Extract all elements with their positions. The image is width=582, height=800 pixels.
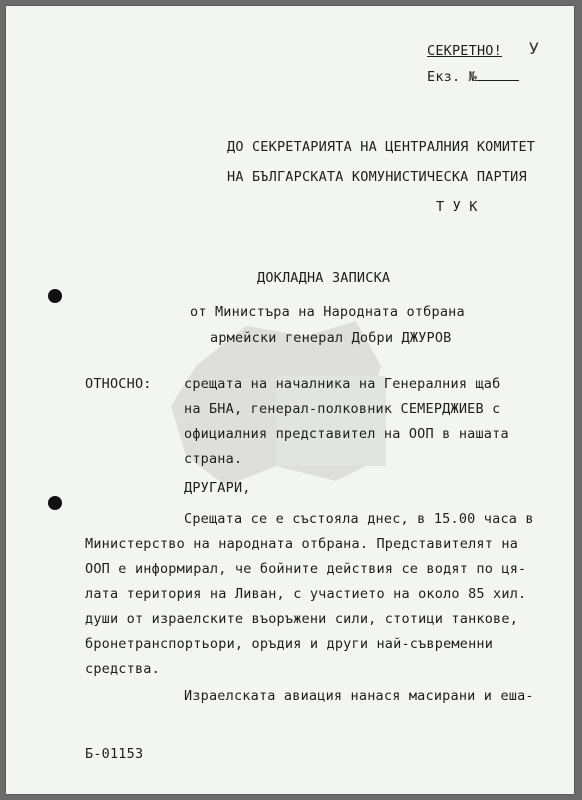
subject-line: срещата на началника на Генералния щаб <box>184 376 501 392</box>
addressee-line-1: ДО СЕКРЕТАРИЯТА НА ЦЕНТРАЛНИЯ КОМИТЕТ <box>227 139 536 155</box>
copy-number-label: Екз. № <box>427 69 519 85</box>
subject-line: страна. <box>184 451 243 467</box>
handwritten-mark: У <box>529 39 539 58</box>
body-line: бронетранспортьори, оръдия и други най-съвременни <box>85 636 494 652</box>
author-line-1: от Министъра на Народната отбрана <box>190 304 465 320</box>
secret-stamp: СЕКРЕТНО! <box>427 43 502 59</box>
body-line: ООП е информирал, че бойните действия се водят по ця- <box>85 561 527 577</box>
body-line: лата територия на Ливан, с участието на около 85 хил. <box>85 586 527 602</box>
body-line: Министерство на народната отбрана. Представителят на <box>85 536 519 552</box>
document-page <box>6 6 574 794</box>
archive-number: Б-01153 <box>85 746 144 762</box>
body-line: души от израелските въоръжени сили, стотици танкове, <box>85 611 519 627</box>
body-line: средства. <box>85 661 160 677</box>
subject-label: ОТНОСНО: <box>85 376 152 392</box>
punch-hole-bottom <box>48 496 62 510</box>
subject-line: на БНА, генерал-полковник СЕМЕРДЖИЕВ с <box>184 401 501 417</box>
body-line: Израелската авиация нанася масирани и еша- <box>184 688 534 704</box>
document-title: ДОКЛАДНА ЗАПИСКА <box>257 270 391 286</box>
punch-hole-top <box>48 289 62 303</box>
copy-number-blank <box>477 69 519 81</box>
subject-line: официалния представител на ООП в нашата <box>184 426 509 442</box>
body-line: Срещата се е състояла днес, в 15.00 часа в <box>184 511 534 527</box>
salutation: ДРУГАРИ, <box>184 480 251 496</box>
addressee-line-3: Т У К <box>436 199 478 215</box>
author-line-2: армейски генерал Добри ДЖУРОВ <box>210 330 452 346</box>
addressee-line-2: НА БЪЛГАРСКАТА КОМУНИСТИЧЕСКА ПАРТИЯ <box>227 169 527 185</box>
